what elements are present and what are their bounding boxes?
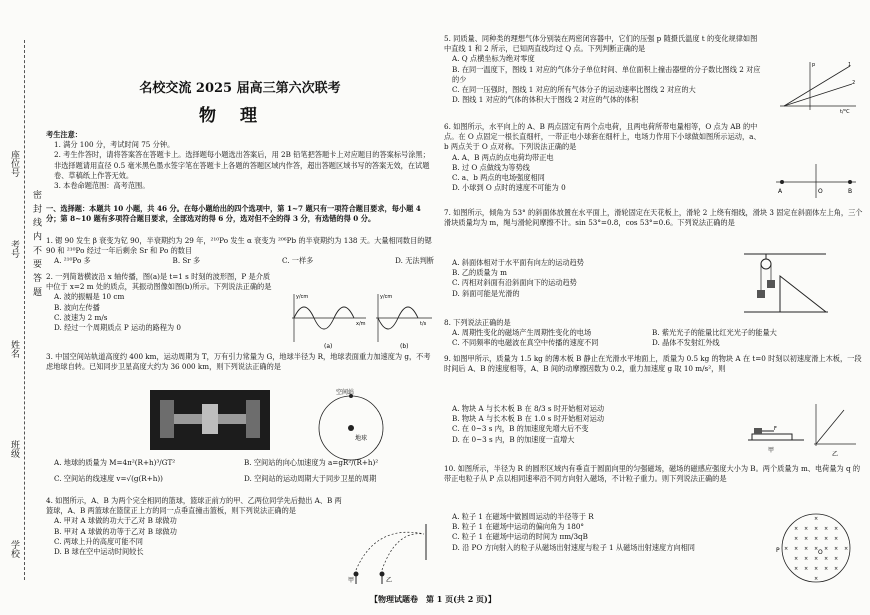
earth-label: 地球 <box>355 435 368 442</box>
option-b: B. 乙的质量为 m <box>452 268 507 278</box>
question-stem: 10. 如图所示，半径为 R 的圆形区域内有垂直于圆面向里的匀强磁场，磁场的磁感应强度大小为 B。两个质量为 m、电荷量为 q 的带正电粒子从 P 点以相同速率沿不同方向射入磁场，不计粒子重力。则下列说法正确的是 <box>444 464 861 484</box>
option-b: B. 甲对 A 球做的功等于乙对 B 球做功 <box>54 526 177 536</box>
question-1 <box>46 236 434 267</box>
question-stem: 6. 如图所示，水平向上的 A、B 两点固定有两个点电荷，且两电荷所带电量相等，O 点为 AB 的中点。在 O 点固定一根长直细杆，一带正电小球套在细杆上，电场力作用下小球做如图所示运动，a、b 两点关于 O 点对称。下列说法正确的是 <box>444 122 761 152</box>
orbit-diagram <box>306 388 396 468</box>
option-b: B. 紫光光子的能量比红光光子的能量大 <box>652 328 777 338</box>
option-b: B. 波向左传播 <box>54 302 100 312</box>
question-7-options <box>444 258 744 299</box>
wave-y-label: y/cm <box>296 294 309 300</box>
option-b: B. 在同一温度下，图线 1 对应的气体分子单位时间、单位面积上撞击器壁的分子数比图线 2 对应的少 <box>452 64 761 84</box>
option-d: D. 小球到 O 点时的速度不可能为 0 <box>452 183 566 193</box>
seal-line <box>24 40 25 580</box>
option-c: C. 在 0~3 s 内，B 的加速度先增大后不变 <box>452 424 589 434</box>
jia-label: 甲 <box>348 577 355 584</box>
field-x-mark: × <box>794 546 799 552</box>
field-x-mark: × <box>804 526 809 532</box>
option-c: C. 空间站的线速度 v=√(g(R+h)) <box>54 474 163 484</box>
option-c: C. 在同一压强时，图线 1 对应的所有气体分子的运动速率比图线 2 对应的大 <box>452 85 696 95</box>
label-a: A <box>778 188 783 195</box>
option-c: C. a、b 两点的电场强度相同 <box>452 173 545 183</box>
option-d: D. 图线 1 对应的气体的体积大于图线 2 对应的气体的体积 <box>452 95 639 105</box>
wave-t-label: t/s <box>420 321 427 327</box>
question-stem: 8. 下列说法正确的是 <box>444 318 511 327</box>
question-stem: 3. 中国空间站轨道高度约 400 km，运动周期为 T，万有引力常量为 G，地球半径为 R，地球表面重力加速度为 g，不考虑地球自转。已知同步卫星高度大约为 36 000 km，则下列说法正确的是 <box>46 352 431 372</box>
question-stem: 2. 一列简谐横波沿 x 轴传播，图(a)是 t=1 s 时刻的波形图，P 是介质中位于 x=2 m 处的质点，其振动图像如图(b)所示。下列说法正确的是 <box>46 272 272 292</box>
line1-label: 1 <box>848 62 852 68</box>
label-o-10: O <box>818 549 823 556</box>
notice-item: 2. 考生作答时，请将答案答在答题卡上。选择题每小题选出答案后，用 2B 铅笔把答题卡上对应题目的答案标号涂黑；非选择题请用直径 0.5 毫米黑色墨水签字笔在答题卡上各题的答题区域内作答，超出答题区域书写的答案无效，在试题卷、草稿纸上作答无效。 <box>54 150 430 180</box>
question-10 <box>444 464 864 484</box>
question-stem: 5. 同质量、同种类的理想气体分别装在两密闭容器中，它们的压强 p 随摄氏温度 t 的变化规律如图中直线 1 和 2 所示，已知两直线均过 Q 点。下列判断正确的是 <box>444 34 758 54</box>
field-x-mark: × <box>834 546 839 552</box>
space-station-photo <box>150 390 270 450</box>
page-footer: 【物理试题卷 第 1 页(共 2 页)】 <box>370 594 496 604</box>
t-axis-label: t/°C <box>840 109 850 114</box>
wave-a-label: (a) <box>324 343 333 350</box>
jia-label-9: 甲 <box>768 447 775 454</box>
option-d: D. 无法判断 <box>395 256 434 266</box>
option-b: B. 过 O 点做线为等势线 <box>452 162 530 172</box>
wave-y-label-b: y/cm <box>380 294 393 300</box>
wave-figure-a <box>292 294 366 350</box>
wave-x-label: x/m <box>356 321 366 327</box>
question-6 <box>444 122 764 193</box>
pt-graph <box>770 58 860 114</box>
field-x-mark: × <box>834 556 839 562</box>
incline-diagram <box>740 250 830 316</box>
option-d: D. B 球在空中运动时间较长 <box>54 547 144 557</box>
option-b: B. 空间站的向心加速度为 a=gR²/(R+h)² <box>244 458 379 467</box>
question-stem: 7. 如图所示，倾角为 53° 的斜面体放置在水平面上，滑轮固定在天花板上，滑轮 2 上绕有细线，滑块 3 固定在斜面体左上角，三个滑块质量均为 m，绳与滑轮间摩擦不计。sin 53°=0.8，cos 53°=0.6。下列说法正确的是 <box>444 208 863 228</box>
binding-strip <box>4 40 44 580</box>
option-a: A. ²¹⁰Po 多 <box>54 256 91 266</box>
station-image <box>150 390 270 450</box>
field-x-mark: × <box>784 546 789 552</box>
option-a: A. 地球的质量为 M=4π²(R+h)³/GT² <box>54 458 176 467</box>
field-x-mark: × <box>804 566 809 572</box>
magnetic-field-diagram <box>774 510 858 586</box>
wave-figure-b <box>376 294 432 350</box>
question-5 <box>444 34 764 105</box>
option-a: A. 周期性变化的磁场产生周期性变化的电场 <box>452 328 592 338</box>
field-x-mark: × <box>814 576 819 582</box>
question-8 <box>444 318 864 349</box>
notice-block <box>46 130 434 191</box>
option-d: D. 空间站的运动周期大于同步卫星的周期 <box>244 474 377 484</box>
field-x-mark: × <box>814 566 819 572</box>
field-x-mark: × <box>824 536 829 542</box>
option-d: D. 晶体不发射红外线 <box>652 338 720 348</box>
option-c: C. 波速为 2 m/s <box>54 312 108 322</box>
option-c: C. 粒子 1 在磁场中运动的时间为 πm/3qB <box>452 532 588 542</box>
field-x-mark: × <box>814 526 819 532</box>
option-d: D. 在 0~3 s 内，B 的加速度一直增大 <box>452 434 575 444</box>
notice-heading: 考生注意： <box>46 130 82 139</box>
field-x-mark: × <box>814 536 819 542</box>
option-a: A. 波的振幅是 10 cm <box>54 292 125 302</box>
field-x-mark: × <box>804 546 809 552</box>
option-a: A. A、B 两点的点电荷均带正电 <box>452 152 554 162</box>
field-x-mark: × <box>824 526 829 532</box>
field-x-mark: × <box>824 556 829 562</box>
school-field: 学校 <box>9 540 19 558</box>
field-x-mark: × <box>834 566 839 572</box>
seal-text: 密 封 线 内 不 要 答 题 <box>31 190 41 298</box>
option-c: C. 不同频率的电磁波在真空中传播的速度不同 <box>452 338 599 348</box>
field-x-mark: × <box>794 566 799 572</box>
option-c: C. 一样多 <box>282 256 314 266</box>
yi-label: 乙 <box>386 577 393 584</box>
option-d: D. 经过一个周期质点 P 运动的路程为 0 <box>54 323 181 333</box>
option-b: B. 物块 A 与长木板 B 在 1.0 s 时开始相对运动 <box>452 414 605 424</box>
question-3 <box>46 352 434 372</box>
wave-figures <box>284 290 434 350</box>
exam-title: 名校交流 2025 届高三第六次联考 <box>139 81 341 96</box>
question-9-options <box>444 404 724 445</box>
option-d: D. 斜面可能是光滑的 <box>452 288 520 298</box>
question-stem: 9. 如图甲所示，质量为 1.5 kg 的薄木板 B 静止在光滑水平地面上，质量为 0.5 kg 的物块 A 在 t=0 时刻以初速度滑上木板，一段时间后 A、B 的速度相等，A、B 间的动摩擦因数为 0.2，重力加速度 g 取 10 m/s²，则 <box>444 354 862 374</box>
seat-no-field: 座位号 <box>9 150 19 177</box>
force-label: F <box>774 426 777 432</box>
line2-label: 2 <box>852 80 856 86</box>
field-x-mark: × <box>804 536 809 542</box>
basketball-diagram <box>346 520 432 586</box>
option-a: A. 斜面体相对于水平面有向左的运动趋势 <box>452 258 584 267</box>
wave-b-label: (b) <box>400 343 409 350</box>
class-field: 班级 <box>9 440 19 458</box>
section1-heading: 一、选择题：本题共 10 小题，共 46 分。在每小题给出的四个选项中，第 1~7 题只有一项符合题目要求，每小题 4 分；第 8~10 题有多项符合题目要求，全部选对的得 6 分，选对但不全的得 3 分，有选错的得 0 分。 <box>46 204 421 224</box>
field-x-mark: × <box>794 536 799 542</box>
board-diagram <box>744 400 860 460</box>
label-o: O <box>818 188 823 195</box>
field-x-mark: × <box>844 546 849 552</box>
yi-label-9: 乙 <box>832 451 839 458</box>
question-9 <box>444 354 864 374</box>
notice-item: 1. 满分 100 分，考试时间 75 分钟。 <box>54 140 175 150</box>
option-a: A. 甲对 A 球做的功大于乙对 B 球做功 <box>54 516 177 526</box>
option-a: A. Q 点横坐标为绝对零度 <box>452 54 535 64</box>
field-x-mark: × <box>814 516 819 522</box>
field-x-mark: × <box>824 546 829 552</box>
option-b: B. 粒子 1 在磁场中运动的偏向角为 180° <box>452 522 585 532</box>
field-x-mark: × <box>794 556 799 562</box>
field-x-mark: × <box>804 556 809 562</box>
label-p: P <box>776 547 780 554</box>
notice-item: 3. 本卷命题范围：高考范围。 <box>54 181 150 191</box>
field-x-mark: × <box>834 526 839 532</box>
charge-diagram <box>770 160 860 200</box>
question-stem: 4. 如图所示，A、B 为两个完全相同的篮球，篮球正前方的甲、乙两位同学先后抛出 A、B 两篮球，A、B 两篮球在篮筐正上方的同一点垂直撞击篮板，则下列说法正确的是 <box>46 496 342 516</box>
option-d: D. 沿 PO 方向射入的粒子从磁场出射速度与粒子 1 从磁场出射速度方向相同 <box>452 542 695 552</box>
option-b: B. Sr 多 <box>172 256 201 266</box>
question-10-options <box>444 512 764 553</box>
name-field: 姓名 <box>9 340 19 358</box>
field-x-mark: × <box>834 536 839 542</box>
field-x-marks <box>784 516 848 582</box>
field-x-mark: × <box>814 546 819 552</box>
station-label: 空间站 <box>336 389 355 396</box>
field-x-mark: × <box>824 566 829 572</box>
exam-no-field: 考号 <box>9 240 19 258</box>
field-x-mark: × <box>814 556 819 562</box>
option-c: C. 丙相对斜面有沿斜面向下的运动趋势 <box>452 278 577 288</box>
question-3-options <box>46 458 434 484</box>
option-c: C. 两球上升的高度可能不同 <box>54 536 143 546</box>
field-x-mark: × <box>794 526 799 532</box>
p-axis-label: p <box>812 62 816 68</box>
question-4 <box>46 496 346 557</box>
option-a: A. 粒子 1 在磁场中做圆周运动的半径等于 R <box>452 512 594 521</box>
question-7 <box>444 208 864 228</box>
subject-title: 物理 <box>199 106 281 126</box>
label-b: B <box>848 188 853 195</box>
option-a: A. 物块 A 与长木板 B 在 8/3 s 时开始相对运动 <box>452 404 605 413</box>
question-stem: 1. 锶 90 发生 β 衰变为钇 90，半衰期约为 29 年，²¹⁰Po 发生 α 衰变为 ²⁰⁶Pb 的半衰期约为 138 天。大量相同数目的锶 90 和 ²¹⁰Po 经过一年后剩余 Sr 和 Po 的数目 <box>46 236 432 256</box>
question-2 <box>46 272 276 333</box>
